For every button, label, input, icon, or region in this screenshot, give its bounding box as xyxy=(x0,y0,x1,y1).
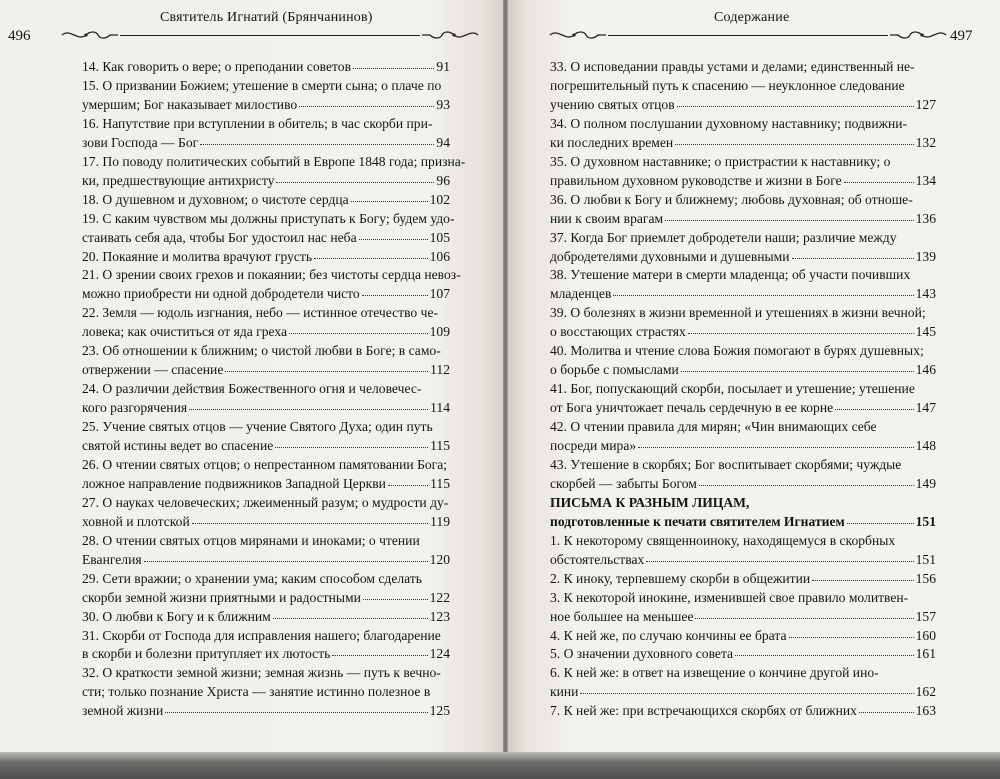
toc-entry-text: 40. Молитва и чтение слова Божия помогают в бурях душевных; xyxy=(550,343,924,359)
toc-line xyxy=(550,229,936,247)
toc-line xyxy=(550,77,936,95)
toc-page-number: 119 xyxy=(430,513,450,529)
dot-leader xyxy=(165,702,427,713)
toc-entry-text: от Бога уничтожает печаль сердечную в ее корне xyxy=(550,400,834,416)
toc-line xyxy=(550,153,936,171)
toc-line xyxy=(82,589,450,607)
toc-line xyxy=(550,456,936,474)
toc-entry-text: 28. О чтении святых отцов мирянами и иноками; о чтении xyxy=(82,532,420,548)
toc-line xyxy=(82,77,450,95)
toc-page-number: 109 xyxy=(429,324,450,340)
toc-entry-text: 39. О болезнях в жизни временной и утешениях в жизни вечной; xyxy=(550,305,926,321)
toc-entry-text: 16. Напутствие при вступлении в обитель; в час скорби при- xyxy=(82,115,433,131)
toc-entry-text: ложное направление подвижников Западной Церкви xyxy=(82,475,386,491)
toc-page-number: 160 xyxy=(915,627,936,643)
toc-line xyxy=(550,248,936,266)
toc-line xyxy=(550,551,936,569)
toc-entry-text: 18. О душевном и духовном; о чистоте сердца xyxy=(82,191,349,207)
toc-line xyxy=(82,153,466,171)
dot-leader xyxy=(353,58,434,69)
ornament-icon xyxy=(548,28,608,42)
toc-page-number: 161 xyxy=(915,646,936,662)
toc-line xyxy=(550,570,936,588)
toc-entry-text: 36. О любви к Богу и ближнему; любовь духовная; об отноше- xyxy=(550,191,913,207)
running-head-left: Святитель Игнатий (Брянчанинов) xyxy=(160,10,373,25)
toc-entry-text: 22. Земля — юдоль изгнания, небо — истинное отечество че- xyxy=(82,305,439,321)
toc-entry-text: 6. К ней же: в ответ на извещение о кончине другой ино- xyxy=(550,665,879,681)
dot-leader xyxy=(665,210,913,221)
dot-leader xyxy=(362,285,428,296)
toc-line xyxy=(82,683,450,701)
toc-page-number: 125 xyxy=(429,703,450,719)
toc-line xyxy=(82,627,450,645)
toc-page-number: 102 xyxy=(429,191,450,207)
toc-page-number: 122 xyxy=(429,589,450,605)
toc-entry-text: 27. О науках человеческих; лжеименный разум; о мудрости ду- xyxy=(82,494,449,510)
toc-line xyxy=(82,96,450,114)
toc-line xyxy=(82,532,450,550)
toc-entry-text: ловека; как очиститься от яда греха xyxy=(82,324,288,340)
toc-line xyxy=(550,285,936,303)
toc-page-number: 91 xyxy=(436,59,450,74)
ornament-icon xyxy=(420,28,480,42)
dot-leader xyxy=(314,248,428,259)
toc-entry-text: 25. Учение святых отцов — учение Святого Духа; один путь xyxy=(82,419,433,435)
toc-entry-text: погрешительный путь к спасению — неуклонное следование xyxy=(550,77,905,93)
dot-leader xyxy=(144,551,428,562)
toc-line xyxy=(82,513,450,531)
toc-entry-text: посреди мира» xyxy=(550,438,637,453)
toc-entry-text: Евангелия xyxy=(82,551,142,567)
ornament-icon xyxy=(888,28,948,42)
toc-line xyxy=(82,115,450,133)
toc-entry-text: 5. О значении духовного совета xyxy=(550,646,734,662)
toc-entry-text: о восстающих страстях xyxy=(550,324,686,340)
toc-line xyxy=(82,475,450,493)
dot-leader xyxy=(844,172,914,183)
toc-entry-text: ПИСЬМА К РАЗНЫМ ЛИЦАМ, xyxy=(550,494,750,510)
toc-page-number: 94 xyxy=(436,134,450,150)
ornament-icon xyxy=(60,28,120,42)
toc-page-number: 120 xyxy=(429,551,450,567)
toc-page-number: 127 xyxy=(915,96,936,112)
dot-leader xyxy=(200,134,434,145)
toc-entry-text: ное большее на меньшее xyxy=(550,608,694,624)
toc-page-number: 107 xyxy=(429,286,450,302)
dot-leader xyxy=(225,361,428,372)
toc-line xyxy=(82,134,450,152)
toc-line xyxy=(82,323,450,341)
toc-entry-text: 20. Покаяние и молитва врачуют грусть xyxy=(82,248,313,264)
toc-line xyxy=(550,683,936,701)
toc-line xyxy=(550,342,936,360)
toc-line xyxy=(82,570,450,588)
dot-leader xyxy=(646,551,913,562)
toc-line xyxy=(550,380,936,398)
toc-page-number: 123 xyxy=(429,608,450,624)
dot-leader xyxy=(735,645,914,656)
toc-line xyxy=(82,456,450,474)
toc-line xyxy=(550,532,936,550)
dot-leader xyxy=(677,96,914,107)
toc-line xyxy=(550,210,936,228)
toc-page-number: 156 xyxy=(915,570,936,586)
toc-entry-text: отвержении — спасение xyxy=(82,362,224,378)
toc-entry-text: 14. Как говорить о вере; о преподании советов xyxy=(82,59,351,74)
toc-line xyxy=(82,551,450,569)
toc-entry-text: 24. О различии действия Божественного огня и человечес- xyxy=(82,381,422,397)
toc-line xyxy=(82,418,450,436)
page-number-right: 497 xyxy=(950,28,973,44)
toc-line xyxy=(550,702,936,720)
toc-entry-text: умершим; Бог наказывает милостиво xyxy=(82,96,298,112)
toc-page-number: 163 xyxy=(915,703,936,719)
toc-line xyxy=(550,494,936,512)
toc-entry-text: сти; только познание Христа — занятие истинно полезное в xyxy=(82,684,431,700)
toc-line xyxy=(82,645,450,663)
toc-line xyxy=(82,58,450,76)
running-head-right: Содержание xyxy=(714,10,790,25)
toc-page-number: 114 xyxy=(430,400,450,416)
toc-entry-text: 38. Утешение матери в смерти младенца; об участи почивших xyxy=(550,267,911,283)
toc-entry-text: нии к своим врагам xyxy=(550,210,664,226)
toc-entry-text: 41. Бог, попускающий скорби, посылает и утешение; утешение xyxy=(550,381,915,397)
toc-line xyxy=(550,361,936,379)
toc-entry-text: 42. О чтении правила для мирян; «Чин внимающих себе xyxy=(550,419,877,435)
toc-entry-text: скорби земной жизни приятными и радостными xyxy=(82,589,361,605)
toc-entry-text: 4. К ней же, по случаю кончины ее брата xyxy=(550,627,787,643)
toc-entry-text: 19. С каким чувством мы должны приступать к Богу; будем удо- xyxy=(82,210,455,226)
toc-page-number: 148 xyxy=(915,438,936,453)
dot-leader xyxy=(351,191,428,202)
toc-entry-text: 33. О исповедании правды устами и делами; единственный не- xyxy=(550,59,915,74)
toc-entry-text: 37. Когда Бог приемлет добродетели наши; различие между xyxy=(550,229,897,245)
toc-entry-text: ховной и плотской xyxy=(82,513,190,529)
toc-entry-text: правильном духовном руководстве и жизни в Боге xyxy=(550,172,842,188)
toc-page-number: 106 xyxy=(429,248,450,264)
toc-line xyxy=(82,266,461,284)
toc-entry-text: 30. О любви к Богу и к ближним xyxy=(82,608,271,624)
toc-entry-text: обстоятельствах xyxy=(550,551,645,567)
dot-leader xyxy=(580,683,913,694)
toc-line xyxy=(550,96,936,114)
toc-line xyxy=(82,664,450,682)
dot-leader xyxy=(363,589,428,600)
toc-entry-text: 21. О зрении своих грехов и покаянии; без чистоты сердца невоз- xyxy=(82,267,461,283)
dot-leader xyxy=(275,437,428,448)
toc-entry-text: младенцев xyxy=(550,286,612,302)
toc-page-number: 93 xyxy=(436,96,450,112)
toc-entry-text: 32. О краткости земной жизни; земная жизнь — путь к вечно- xyxy=(82,665,441,681)
toc-page-number: 124 xyxy=(429,646,450,662)
toc-entry-text: 43. Утешение в скорбях; Бог воспитывает скорбями; чуждые xyxy=(550,456,902,472)
toc-entry-text: можно приобрести ни одной добродетели чисто xyxy=(82,286,360,302)
dot-leader xyxy=(276,172,434,183)
dot-leader xyxy=(273,608,428,619)
toc-line xyxy=(82,285,450,303)
toc-page-number: 132 xyxy=(915,134,936,150)
toc-line xyxy=(550,304,936,322)
toc-page-number: 147 xyxy=(915,400,936,416)
toc-line xyxy=(82,361,450,379)
toc-entry-text: стаивать себя ада, чтобы Бог удостоил нас неба xyxy=(82,229,357,245)
toc-entry-text: о борьбе с помыслами xyxy=(550,362,679,378)
table-surface xyxy=(0,752,1000,779)
toc-line xyxy=(82,380,450,398)
toc-entry-text: 7. К ней же: при встречающихся скорбях от ближних xyxy=(550,703,857,719)
toc-line xyxy=(550,627,936,645)
toc-line xyxy=(550,115,936,133)
toc-page-number: 136 xyxy=(915,210,936,226)
toc-line xyxy=(550,437,936,455)
toc-line xyxy=(82,437,450,455)
toc-line xyxy=(82,494,450,512)
dot-leader xyxy=(638,437,913,448)
toc-page-number: 151 xyxy=(915,513,936,529)
dot-leader xyxy=(835,399,913,410)
toc-entry-text: добродетелями духовными и душевными xyxy=(550,248,790,264)
dot-leader xyxy=(299,96,434,107)
toc-line xyxy=(550,172,936,190)
toc-entry-text: подготовленные к печати святителем Игнатием xyxy=(550,513,845,529)
toc-line xyxy=(550,323,936,341)
toc-line xyxy=(82,399,450,417)
toc-page-number: 112 xyxy=(430,362,450,378)
toc-page-number: 146 xyxy=(915,362,936,378)
toc-entry-text: 17. По поводу политических событий в Европе 1848 года; призна- xyxy=(82,153,466,169)
toc-entry-text: ки последних времен xyxy=(550,134,674,150)
toc-line xyxy=(550,608,936,626)
toc-line xyxy=(550,418,936,436)
toc-page-number: 96 xyxy=(436,172,450,188)
toc-line xyxy=(82,229,450,247)
dot-leader xyxy=(847,513,914,524)
toc-page-number: 115 xyxy=(430,438,450,453)
dot-leader xyxy=(189,399,428,410)
toc-page-number: 162 xyxy=(915,684,936,700)
toc-page-number: 151 xyxy=(915,551,936,567)
dot-leader xyxy=(688,323,914,334)
toc-line xyxy=(82,342,450,360)
toc-entry-text: в скорби и болезни притупляет их лютость xyxy=(82,646,331,662)
dot-leader xyxy=(812,570,913,581)
toc-line xyxy=(82,304,450,322)
dot-leader xyxy=(681,361,914,372)
toc-line xyxy=(550,664,936,682)
header-rule xyxy=(120,35,420,36)
toc-page-number: 149 xyxy=(915,475,936,491)
toc-entry-text: 15. О призвании Божием; утешение в смерти сына; о плаче по xyxy=(82,77,442,93)
toc-line xyxy=(550,191,936,209)
toc-entry-text: 1. К некоторому священноиноку, находящемуся в скорбных xyxy=(550,532,896,548)
toc-entry-text: земной жизни xyxy=(82,703,164,719)
page-number-left: 496 xyxy=(8,28,31,44)
toc-line xyxy=(550,58,936,76)
book-spine xyxy=(503,0,508,779)
toc-entry-text: учению святых отцов xyxy=(550,96,675,112)
toc-page-number: 145 xyxy=(915,324,936,340)
toc-entry-text: кини xyxy=(550,684,579,700)
right-page xyxy=(506,0,1000,758)
toc-page-number: 115 xyxy=(430,475,450,491)
dot-leader xyxy=(192,513,428,524)
toc-entry-text: ки, предшествующие антихристу xyxy=(82,172,275,188)
toc-entry-text: скорбей — забыты Богом xyxy=(550,475,697,491)
toc-line xyxy=(82,191,450,209)
toc-entry-text: 26. О чтении святых отцов; о непрестанном памятовании Бога; xyxy=(82,456,448,472)
toc-line xyxy=(82,172,450,190)
toc-entry-text: 23. Об отношении к ближним; о чистой любви в Боге; в само- xyxy=(82,343,441,359)
toc-line xyxy=(550,645,936,663)
dot-leader xyxy=(699,475,914,486)
toc-line xyxy=(550,513,936,531)
toc-line xyxy=(550,475,936,493)
toc-entry-text: 31. Скорби от Господа для исправления нашего; благодарение xyxy=(82,627,441,643)
toc-page-number: 139 xyxy=(915,248,936,264)
toc-entry-text: зови Господа — Бог xyxy=(82,134,199,150)
toc-entry-text: кого разгорячения xyxy=(82,400,188,416)
toc-line xyxy=(82,210,455,228)
toc-entry-text: 35. О духовном наставнике; о пристрастии к наставнику; о xyxy=(550,153,891,169)
toc-line xyxy=(550,266,936,284)
dot-leader xyxy=(359,229,428,240)
dot-leader xyxy=(388,475,428,486)
dot-leader xyxy=(613,285,913,296)
toc-entry-text: 2. К иноку, терпевшему скорби в общежитии xyxy=(550,570,811,586)
toc-line xyxy=(550,399,936,417)
toc-line xyxy=(550,134,936,152)
toc-entry-text: 29. Сети вражии; о хранении ума; каким способом сделать xyxy=(82,570,422,586)
toc-line xyxy=(82,608,450,626)
toc-page-number: 105 xyxy=(429,229,450,245)
toc-line xyxy=(550,589,936,607)
toc-line xyxy=(82,702,450,720)
dot-leader xyxy=(675,134,913,145)
toc-entry-text: 34. О полном послушании духовному наставнику; подвижни- xyxy=(550,115,908,131)
header-rule xyxy=(608,35,888,36)
toc-page-number: 157 xyxy=(915,608,936,624)
dot-leader xyxy=(792,248,914,259)
dot-leader xyxy=(695,608,913,619)
dot-leader xyxy=(859,702,914,713)
dot-leader xyxy=(332,645,427,656)
toc-page-number: 143 xyxy=(915,286,936,302)
left-page xyxy=(0,0,506,758)
dot-leader xyxy=(789,627,914,638)
toc-line xyxy=(82,248,450,266)
toc-page-number: 134 xyxy=(915,172,936,188)
toc-entry-text: 3. К некоторой инокине, изменившей свое правило молитвен- xyxy=(550,589,909,605)
toc-entry-text: святой истины ведет во спасение xyxy=(82,438,274,453)
dot-leader xyxy=(289,323,428,334)
